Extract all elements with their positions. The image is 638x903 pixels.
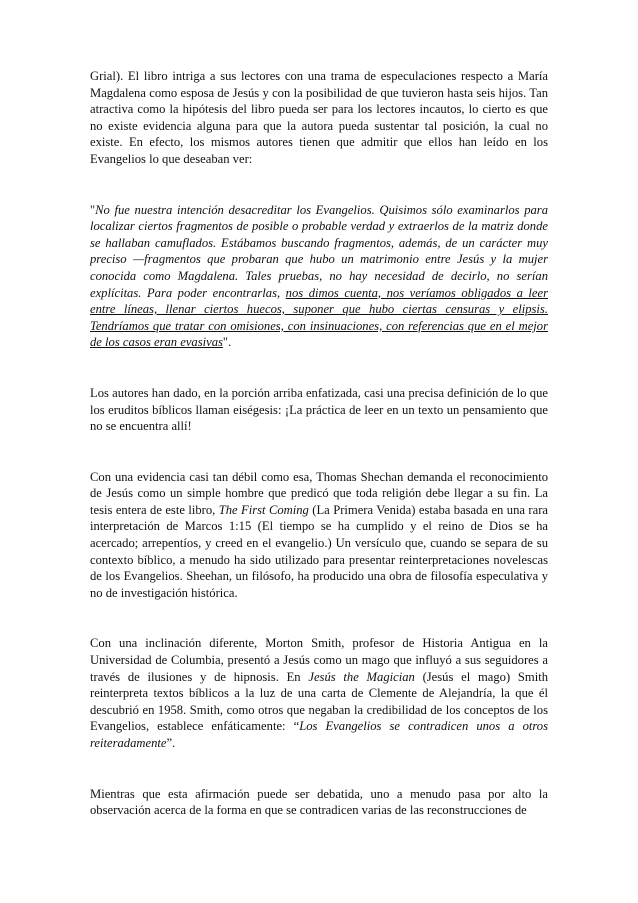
document-page (90, 68, 548, 819)
paragraph-intro: Grial). El libro intriga a sus lectores con una trama de especulaciones respecto a María Magdalena como esposa de Jesús y con la posibilidad de que tuvieron hasta seis hijos. Tan atractiva como la hipótesis del libro pueda ser para los lectores incautos, lo cierto es que no existe evidencia alguna para que la autora pueda sustentar tal posición, la cual no existe. En efecto, los mismos autores tienen que admitir que ellos han leído en los Evangelios lo que deseaban ver: (90, 69, 548, 166)
smith-text-before: Con una inclinación diferente, Morton Smith, profesor de Historia Antigua en la Universidad de Columbia, presentó a Jesús como un mago que influyó a sus seguidores a través de ilusiones y de hipnosis. En (90, 636, 548, 684)
smith-text-middle: (Jesús el mago) Smith reinterpreta textos bíblicos a la luz de una carta de Clemente de Alejandría, la que él descubrió en 1958. Smith, como otros que negaban la credibilidad de los conceptos de los Evangelios, establece enfáticamente: “ (90, 669, 548, 734)
quote-emphasized-text: nos dimos cuenta, nos veríamos obligados a leer entre líneas, llenar ciertos huecos, suponer que hubo ciertas censuras y elipsis. Tendríamos que tratar con omisiones, con insinuaciones, con referencias que en el mejor de los casos eran evasivas (90, 285, 548, 350)
paragraph-eisegesis: Los autores han dado, en la porción arriba enfatizada, casi una precisa definición de lo que los eruditos bíblicos llaman eiségesis: ¡La práctica de leer en un texto un pensamiento que no se encuentra allí! (90, 385, 548, 434)
quote-close-mark: ". (222, 335, 232, 350)
paragraph-quote (90, 202, 548, 351)
sheehan-text-after: (La Primera Venida) estaba basada en una rara interpretación de Marcos 1:15 (El tiempo se ha cumplido y el reino de Dios se ha acercado; arrepentíos, y creed en el evangelio.) Un versículo que, cuando se separa de su contexto bíblico, a menudo ha sido utilizado para presentar reinterpretaciones novelescas de los Evangelios. Sheehan, un filósofo, ha producido una obra de filosofía especulativa y no de investigación histórica. (90, 502, 548, 600)
smith-quote: Los Evangelios se contradicen unos a otros reiteradamente (90, 719, 548, 750)
paragraph-contradictions: Mientras que esta afirmación puede ser debatida, uno a menudo pasa por alto la observación acerca de la forma en que se contradicen varias de las reconstrucciones de (90, 786, 548, 818)
paragraph-sheehan (90, 469, 548, 602)
sheehan-text-before: Con una evidencia casi tan débil como esa, Thomas Shechan demanda el reconocimiento de Jesús como un simple hombre que predicó que toda religión debe llegar a su fin. La tesis entera de este libro, (90, 469, 548, 517)
quote-main-text: No fue nuestra intención desacreditar los Evangelios. Quisimos sólo examinarlos para localizar ciertos fragmentos de posible o probable verdad y extraerlos de la matriz donde se hallaban camuflados. Estábamos buscando fragmentos, además, de un carácter muy preciso —fragmentos que probaran que hubo un matrimonio entre Jesús y la mujer conocida como Magdalena. Tales pruebas, no hay necesidad de decirlo, no serían explícitas. Para poder encontrarlas, (90, 202, 548, 300)
quote-open-mark: " (90, 202, 96, 217)
smith-text-end: ”. (166, 736, 176, 750)
paragraph-morton-smith (90, 635, 548, 751)
book-title-jesus-magician: Jesús the Magician (308, 669, 415, 684)
book-title-first-coming: The First Coming (218, 502, 309, 517)
